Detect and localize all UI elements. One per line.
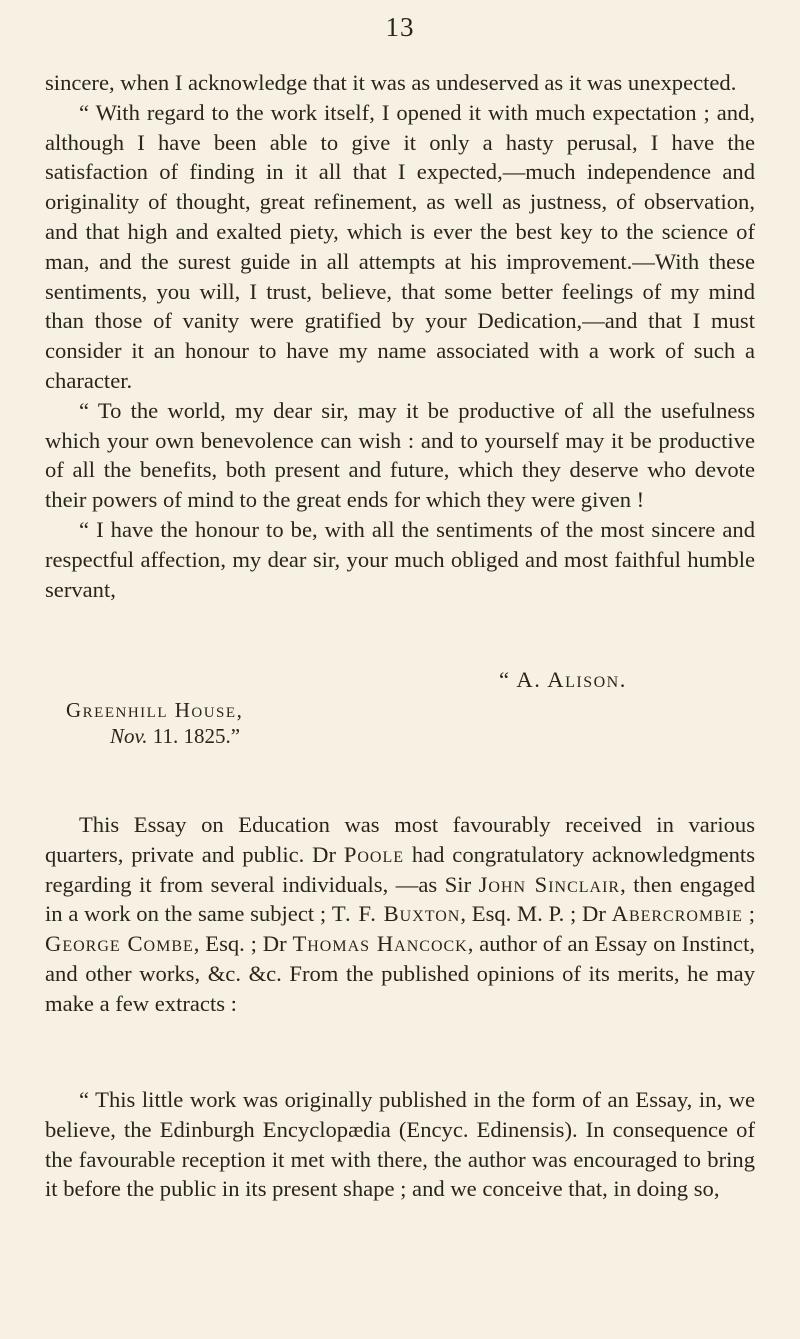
name-buxton: T. F. Buxton bbox=[331, 901, 461, 927]
letter-paragraph-2: “ With regard to the work itself, I opened it with much expectation ; and, although I have been able to give it only a hasty perusal, I have the satisfaction of finding in it all that I expected,—much independence and originality of thought, great refinement, as well as justness, of observation, and that high and exalted piety, which is ever the best key to the science of man, and the surest guide in all attempts at his improvement.—With these sentiments, you will, I trust, believe, that some better feelings of my mind than those of vanity were gratified by your Dedication,—and that I must consider it an honour to have my name associated with a work of such a character. bbox=[45, 99, 755, 393]
quoted-review bbox=[45, 1085, 755, 1204]
letter-body bbox=[45, 68, 755, 604]
narrative-paragraph bbox=[45, 810, 755, 1019]
letter-date bbox=[110, 724, 240, 749]
letter-signature: “ A. Alison. bbox=[499, 667, 627, 692]
letter-paragraph-1: sincere, when I acknowledge that it was as undeserved as it was unexpected. bbox=[45, 70, 737, 95]
narrative-body bbox=[45, 810, 755, 1019]
name-poole: Poole bbox=[343, 841, 405, 867]
name-sinclair: John Sinclair bbox=[478, 871, 621, 897]
narrative-text-d: , Esq. M. P. ; Dr bbox=[460, 901, 612, 927]
name-combe: George Combe bbox=[45, 931, 194, 957]
name-abercrombie: Abercrombie bbox=[611, 901, 743, 927]
narrative-text-a: This Essay on Education was most favourably received in various quarters, private and public. Dr bbox=[45, 812, 755, 867]
narrative-text-c: , then engaged in a work on the same subject ; bbox=[45, 871, 755, 927]
narrative-text-e: ; bbox=[742, 901, 755, 927]
page-number: 13 bbox=[385, 12, 415, 42]
letter-paragraph-3: “ To the world, my dear sir, may it be productive of all the usefulness which your own benevolence can wish : and to yourself may it be productive of all the benefits, both present and future, which they deserve who devote their powers of mind to the great ends for which they were given ! bbox=[45, 397, 755, 513]
name-hancock: Thomas Hancock bbox=[292, 931, 468, 957]
narrative-text-g: , author of an Essay on Instinct, and other works, &c. &c. From the published opinions of its merits, he may make a few extracts : bbox=[45, 931, 755, 1016]
letter-date-rest: 11. 1825.” bbox=[147, 724, 241, 748]
narrative-text-b: had congratulatory acknowledgments regarding it from several individuals, —as Sir bbox=[45, 841, 755, 897]
letter-date-month: Nov. bbox=[110, 724, 148, 748]
letter-paragraph-4: “ I have the honour to be, with all the sentiments of the most sincere and respectful affection, my dear sir, your much obliged and most faithful humble servant, bbox=[45, 516, 755, 602]
review-paragraph: “ This little work was originally published in the form of an Essay, in, we believe, the Edinburgh Encyclopædia (Encyc. Edinensis). In consequence of the favourable reception it met with there, the author was encouraged to bring it before the public in its present shape ; and we conceive that, in doing so, bbox=[45, 1087, 755, 1202]
letter-place: Greenhill House, bbox=[66, 698, 244, 722]
narrative-text-f: , Esq. ; Dr bbox=[193, 931, 293, 957]
